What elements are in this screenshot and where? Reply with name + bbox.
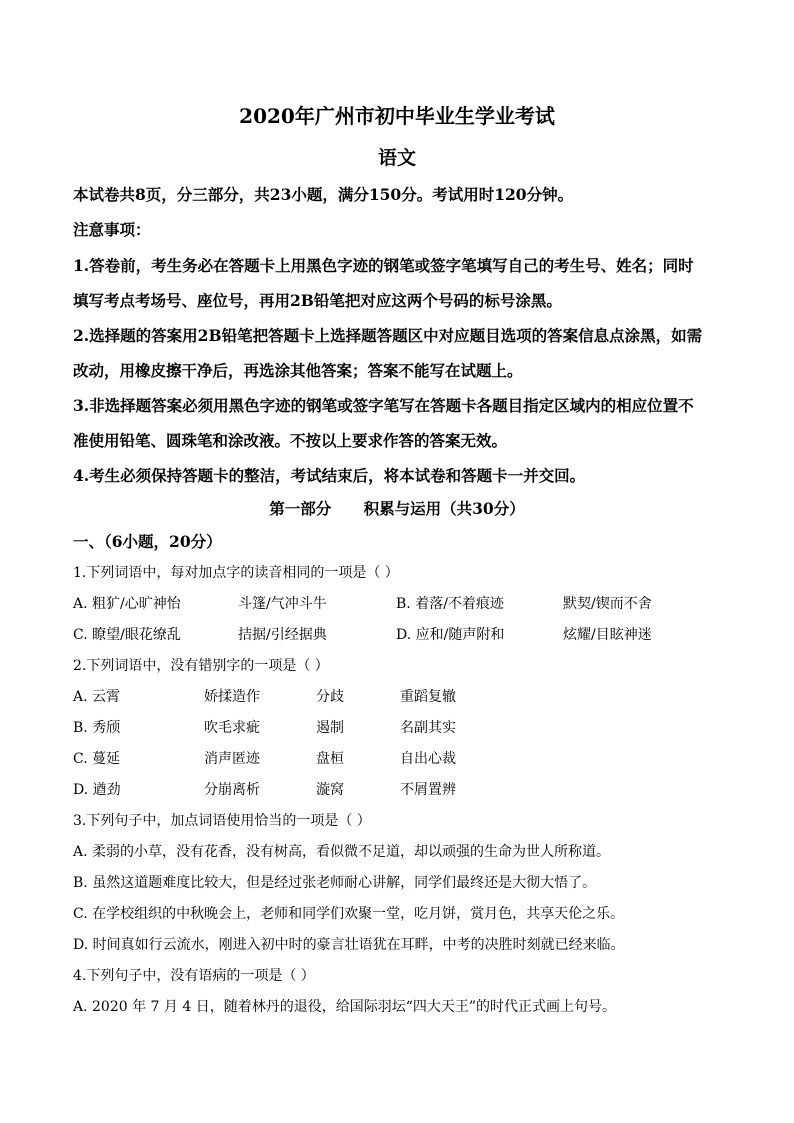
question-4-stem: 4.下列句子中，没有语病的一项是（ ） <box>73 968 315 984</box>
option-text: C. 瞭望/眼花缭乱 <box>73 627 181 643</box>
option-text: 自出心裁 <box>400 751 456 767</box>
notice-heading: 注意事项： <box>73 220 151 239</box>
notice-line: 改动，用橡皮擦干净后，再选涂其他答案；答案不能写在试题上。 <box>73 361 523 380</box>
option-text: 吹毛求疵 <box>204 720 260 736</box>
exam-title: 2020年广州市初中毕业生学业考试 <box>239 104 555 128</box>
option-text: 漩窝 <box>316 782 344 798</box>
option-text: B. 秀颀 <box>73 720 121 736</box>
option-text: 拮据/引经据典 <box>238 627 327 643</box>
notice-line: 填写考点考场号、座位号，再用2B铅笔把对应这两个号码的标号涂黑。 <box>73 291 562 310</box>
option-text: 分崩离析 <box>204 782 260 798</box>
option-text: 消声匿迹 <box>204 751 260 767</box>
option-text: 分歧 <box>316 689 344 705</box>
option-text: 遏制 <box>316 720 344 736</box>
question-3-option-b: B. 虽然这道题难度比较大，但是经过张老师耐心讲解，同学们最终还是大彻大悟了。 <box>73 875 597 891</box>
option-text: 娇揉造作 <box>204 689 260 705</box>
option-text: 炫耀/目眩神迷 <box>563 627 652 643</box>
section-heading: 第一部分 积累与运用（共30分） <box>269 499 525 518</box>
question-4-option-a: A. 2020 年 7 月 4 日，随着林丹的退役，给国际羽坛“四大天王”的时代正式画上句号。 <box>73 999 617 1015</box>
question-1-stem: 1.下列词语中，每对加点字的读音相同的一项是（ ） <box>73 565 399 581</box>
part-heading: 一、（6小题，20分） <box>73 532 222 551</box>
notice-line: 3.非选择题答案必须用黑色字迹的钢笔或签字笔写在答题卡各题目指定区域内的相应位置不 <box>73 396 694 415</box>
notice-line: 2.选择题的答案用2B铅笔把答题卡上选择题答题区中对应题目选项的答案信息点涂黑，如需 <box>73 326 703 345</box>
question-3-option-a: A. 柔弱的小草，没有花香，没有树高，看似微不足道，却以顽强的生命为世人所称道。 <box>73 844 611 860</box>
question-3-option-c: C. 在学校组织的中秋晚会上，老师和同学们欢聚一堂，吃月饼，赏月色，共享天伦之乐。 <box>73 906 625 922</box>
option-text: A. 云霄 <box>73 689 121 705</box>
option-text: 斗篷/气冲斗牛 <box>238 596 327 612</box>
option-text: C. 蔓延 <box>73 751 121 767</box>
option-text: B. 着落/不着痕迹 <box>396 596 504 612</box>
notice-line: 4.考生必须保持答题卡的整洁，考试结束后，将本试卷和答题卡一并交回。 <box>73 466 586 485</box>
exam-subject: 语文 <box>377 147 416 169</box>
option-text: 不屑置辨 <box>400 782 456 798</box>
option-text: D. 遒劲 <box>73 782 121 798</box>
question-2-stem: 2.下列词语中，没有错别字的一项是（ ） <box>73 658 329 674</box>
option-text: 盘桓 <box>316 751 344 767</box>
option-text: 默契/锲而不舍 <box>563 596 652 612</box>
notice-line: 准使用铅笔、圆珠笔和涂改液。不按以上要求作答的答案无效。 <box>73 431 508 450</box>
option-text: D. 应和/随声附和 <box>396 627 505 643</box>
option-text: A. 粗犷/心旷神怡 <box>73 596 181 612</box>
exam-intro: 本试卷共8页，分三部分，共23小题，满分150分。考试用时120分钟。 <box>73 185 574 204</box>
option-text: 名副其实 <box>400 720 456 736</box>
question-3-option-d: D. 时间真如行云流水，刚进入初中时的豪言壮语犹在耳畔，中考的决胜时刻就已经来临。 <box>73 937 625 953</box>
question-3-stem: 3.下列句子中，加点词语使用恰当的一项是（ ） <box>73 813 371 829</box>
option-text: 重蹈复辙 <box>400 689 456 705</box>
notice-line: 1.答卷前，考生务必在答题卡上用黑色字迹的钢笔或签字笔填写自己的考生号、姓名；同时 <box>73 256 694 275</box>
